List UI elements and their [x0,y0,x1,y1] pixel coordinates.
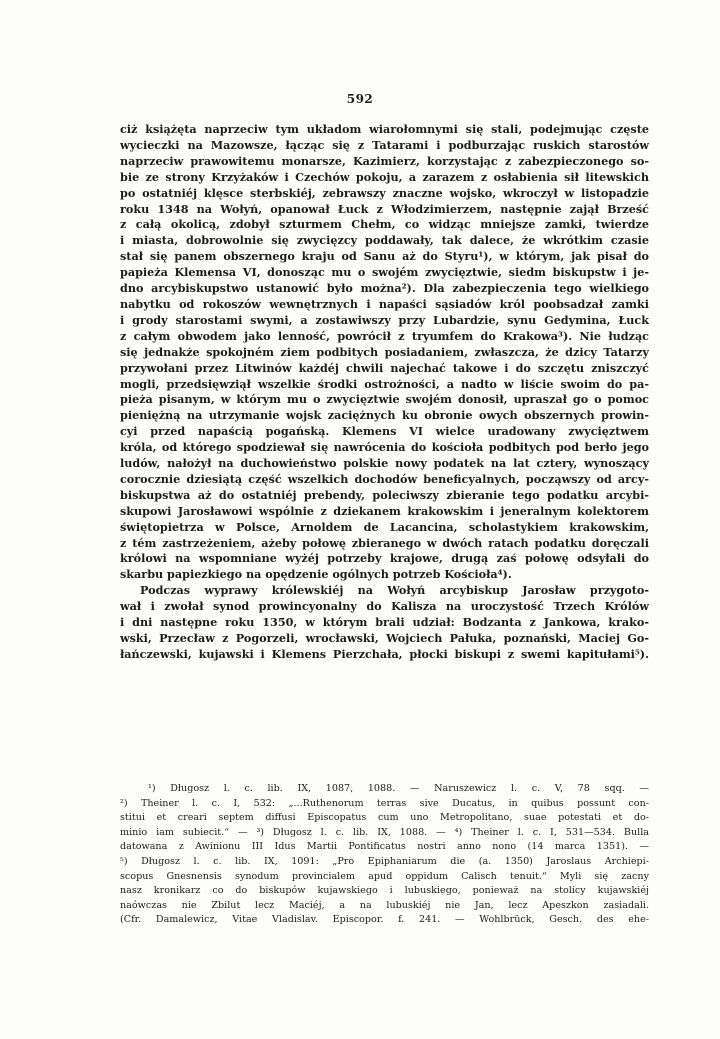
page-number: 592 [346,92,374,106]
footnote-line: nasz kronikarz co do biskupów kujawskiego i lubuskiego, ponieważ na stolicy kujawskiéj [120,885,649,897]
text-line: wał i zwołał synod prowincyonalny do Kalisza na uroczystość Trzech Królów [120,599,649,614]
footnote-line: ¹) Długosz l. c. lib. IX, 1087, 1088. — Naruszewicz l. c. V, 78 sqq. — [148,783,649,794]
footnote-line: ⁵) Długosz l. c. lib. IX, 1091: „Pro Epiphaniarum die (a. 1350) Jaroslaus Archiepi- [120,855,649,867]
text-line: z całym obwodem jako lenność, powrócił z tryumfem do Krakowa³). Nie łudząc [120,328,649,343]
text-line: i dni następne roku 1350, w którym brali udział: Bodzanta z Jankowa, krako- [120,615,649,630]
text-line: króla, od którego spodziewał się nawrócenia do kościoła podbitych pod berło jego [120,440,649,455]
text-line: ludów, nałożył na duchowieństwo polskie nowy podatek na lat cztery, wynoszący [120,456,649,471]
text-line: corocznie dziesiątą część wszelkich dochodów beneficyalnych, począwszy od arcy- [120,471,649,486]
text-line: królowi na wspomniane wyżéj potrzeby krajowe, drugą zaś połowę odsyłali do [120,551,649,566]
text-line: bie ze strony Krzyżaków i Czechów pokoju, a zarazem z osłabienia sił litewskich [120,169,649,184]
text-line: pieża pisanym, w którym mu o zwycięztwie swojém donosił, upraszał go o pomoc [120,392,649,407]
footnotes [120,782,649,928]
text-line: stał się panem obszernego kraju od Sanu aż do Styru¹), w którym, jak pisał do [120,249,649,264]
text-line: się jednakże spokojném ziem podbitych posiadaniem, zwłaszcza, że dzicy Tatarzy [120,344,649,359]
text-line: łańczewski, kujawski i Klemens Pierzchała, płocki biskupi z swemi kapitułami⁵). [120,646,649,661]
text-line: wski, Przecław z Pogorzeli, wrocławski, Wojciech Pałuka, poznański, Maciej Go- [120,631,649,645]
text-line: wycieczki na Mazowsze, łącząc się z Tatarami i podburzając ruskich starostów [120,137,649,152]
text-line: ciż książęta naprzeciw tym układom wiarołomnymi się stali, podejmując częste [120,122,649,136]
footnote-line: naówczas nie Zbilut lecz Maciéj, a na lubuskiéj nie Jan, lecz Apeszkon zasiadali. [120,899,649,911]
text-line: i miasta, dobrowolnie się zwycięzcy poddawały, tak dalece, że wkrótkim czasie [120,233,649,248]
text-line: nabytku od rokoszów wewnętrznych i napaści sąsiadów król poobsadzał zamki [120,296,649,311]
footnote-line: ²) Theiner l. c. I, 532: „...Ruthenorum terras sive Ducatus, in quibus possunt con- [120,797,649,809]
main-text [120,122,649,663]
text-line: cyi przed napaścią pogańską. Klemens VI wielce uradowany zwycięztwem [120,424,649,439]
text-line: roku 1348 na Wołyń, opanował Łuck z Włodzimierzem, następnie zajął Brześć [120,201,649,216]
footnote-line: minio iam subiecit.“ — ³) Długosz l. c. lib. IX, 1088. — ⁴) Theiner l. c. I, 531—534. Bulla [120,826,649,838]
text-line: świętopietrza w Polsce, Arnoldem de Lacancina, scholastykiem krakowskim, [120,519,649,534]
paragraph-start-line: Podczas wyprawy królewskiéj na Wołyń arcybiskup Jarosław przygoto- [140,583,649,598]
footnote-line: datowana z Awinionu III Idus Martii Pontificatus nostri anno nono (14 marca 1351). — [120,841,649,853]
footnote-line: stitui et creari septem diffusi Episcopatus cum uno Metropolitano, suae potestati et do- [120,812,649,824]
text-line: przywołani przez Litwinów każdéj chwili najechać takowe i do szczętu zniszczyć [120,360,649,375]
text-line: papieża Klemensa VI, donosząc mu o swojém zwycięztwie, siedm biskupstw i je- [120,265,649,280]
text-line: biskupstwa aż do ostatniéj prebendy, poleciwszy zbieranie tego podatku arcybi- [120,487,649,502]
text-line: naprzeciw prawowitemu monarsze, Kazimierz, korzystając z zabezpieczonego so- [120,153,649,168]
text-line: mogli, przedsięwziął wszelkie środki ostrożności, a nadto w liście swoim do pa- [120,376,649,391]
footnote-line: scopus Gnesnensis synodum provincialem apud oppidum Calisch tenuit.“ Myli się zacny [120,870,649,882]
footnote-line: (Cfr. Damalewicz, Vitae Vladislav. Episcopor. f. 241. — Wohlbrück, Gesch. des ehe- [120,914,649,926]
text-line: i grody starostami swymi, a zostawiwszy przy Lubardzie, synu Gedymina, Łuck [120,312,649,327]
text-line: skupowi Jarosławowi wspólnie z dziekanem krakowskim i jeneralnym kolektorem [120,503,649,518]
text-line: pieniężną na utrzymanie wojsk zaciężnych ku obronie owych obszernych prowin- [120,408,649,423]
text-line: z tém zastrzeżeniem, ażeby połowę zbieranego w dwóch ratach podatku doręczali [120,535,649,550]
text-line: z całą okolicą, zdobył szturmem Chełm, co widząc mniejsze zamki, twierdze [120,217,649,232]
text-line: po ostatniéj klęsce sterbskiéj, zebrawszy znaczne wojsko, wkroczył w listopadzie [120,185,649,200]
text-line: dno arcybiskupstwo ustanowić było można²). Dla zabezpieczenia tego wielkiego [120,281,649,296]
paragraph-end-line: skarbu papiezkiego na opędzenie ogólnych potrzeb Kościoła⁴). [120,567,512,582]
